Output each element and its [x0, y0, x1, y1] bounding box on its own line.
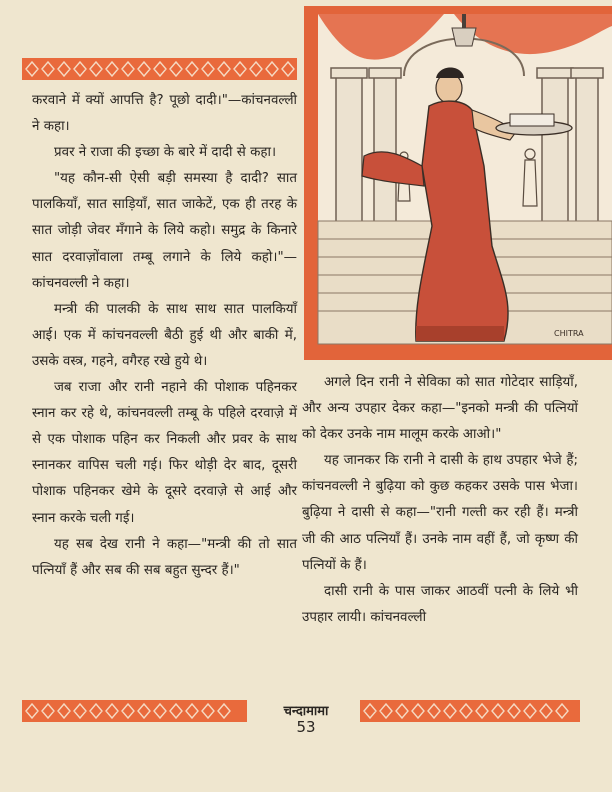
left-paragraph-6: यह सब देख रानी ने कहा—"मन्त्री की तो सात पत्नियाँ हैं और सब की सब बहुत सुन्दर हैं।"	[32, 536, 297, 578]
right-paragraph-2: यह जानकर कि रानी ने दासी के हाथ उपहार भेजे हैं; कांचनवल्ली ने बुढ़िया को कुछ कहकर उसके पास भेजा। बुढ़िया ने दासी से कहा—"रानी गल्ती कर रही हैं। मन्त्री जी की आठ पत्नियाँ हैं। उनके नाम वहीं हैं, जो कृष्ण की पत्नियों के हैं।	[302, 453, 578, 573]
left-paragraph-1: करवाने में क्यों आपत्ति है? पूछो दादी।"—कांचनवल्ली ने कहा।	[32, 93, 297, 135]
ornamental-border-top	[22, 58, 297, 80]
right-paragraph-1: अगले दिन रानी ने सेविका को सात गोटेदार साड़ियाँ, और अन्य उपहार देकर कहा—"इनको मन्त्री की पत्नियों को देकर उनके नाम मालूम करके आओ।"	[302, 375, 578, 443]
illustration-signature: CHITRA	[554, 329, 584, 338]
magazine-name: चन्दामामा	[283, 704, 329, 719]
story-illustration	[304, 6, 612, 360]
left-paragraph-2: प्रवर ने राजा की इच्छा के बारे में दादी से कहा।	[54, 145, 277, 161]
left-paragraph-4: मन्त्री की पालकी के साथ साथ सात पालकियाँ आई। एक में कांचनवल्ली बैठी हुई थी और बाकी में, उसके वस्त्र, गहने, वगैरह रखे हुये थे।	[32, 301, 297, 369]
left-text-column	[32, 88, 297, 584]
page-number: 53	[296, 718, 316, 736]
left-paragraph-5: जब राजा और रानी नहाने की पोशाक पहिनकर स्नान कर रहे थे, कांचनवल्ली तम्बू के पहिले दरवाज़े में से एक पोशाक पहिन कर निकली और प्रवर के साथ स्नानकर वापिस चली गई। फिर थोड़ी देर बाद, दूसरी पोशाक पहिनकर खेमे के दूसरे दरवाज़े से आई और स्नान करके चली गई।	[32, 380, 297, 526]
right-paragraph-3: दासी रानी के पास जाकर आठवीं पत्नी के लिये भी उपहार लायी। कांचनवल्ली	[302, 583, 578, 625]
left-paragraph-3: "यह कौन-सी ऐसी बड़ी समस्या है दादी? सात पालकियाँ, सात साड़ियाँ, सात जाकेटें, एक ही तरह के सात जोड़ी जेवर मँगाने के लिये कहो। समुद्र के किनारे सात दरवाज़ोंवाला तम्बू लगाने के लिये कहो।"—कांचनवल्ली ने कहा।	[32, 171, 297, 291]
right-text-column	[302, 370, 578, 631]
